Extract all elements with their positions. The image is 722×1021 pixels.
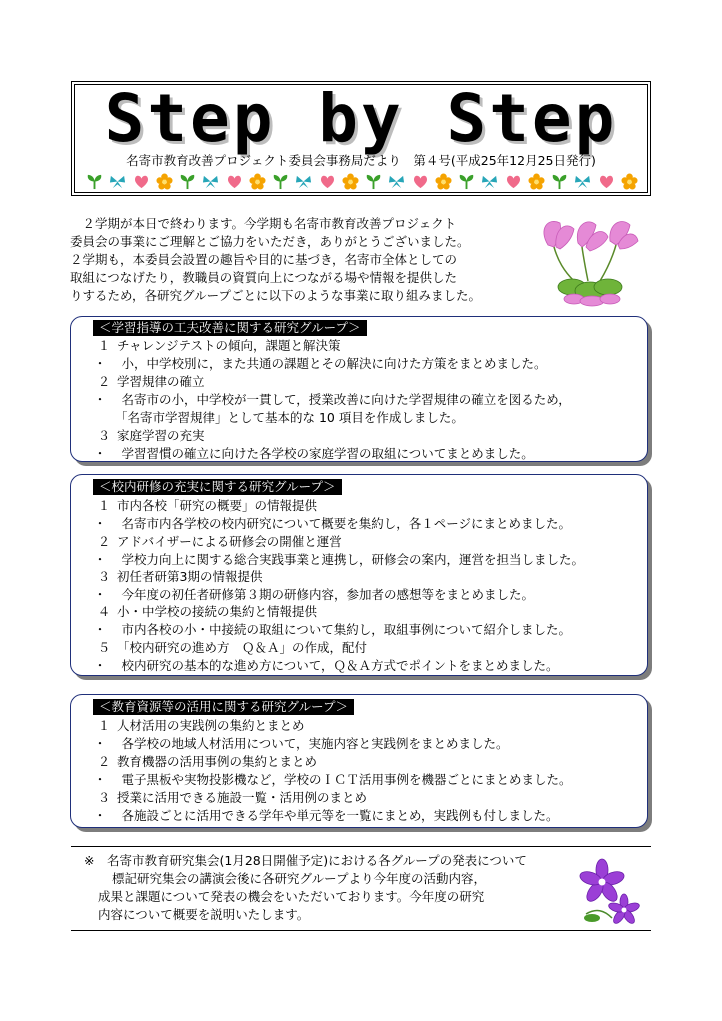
intro-line: ２学期も，本委員会設置の趣旨や目的に基づき，名寄市全体としての [70,252,458,267]
butterfly-icon [388,173,405,194]
butterfly-icon [295,173,312,194]
cyclamen-illustration [534,215,642,307]
item-detail: ・ 市内各校の小・中接続の取組について集約し，取組事例について紹介しました。 [93,622,572,637]
item-title: ２ アドバイザーによる研修会の開催と運営 [97,534,342,549]
flower-icon [621,173,638,194]
intro-line: 取組につなげたり，教職員の資質向上につながる場や情報を提供した [70,270,458,285]
item-detail: ・ 各学校の地域人材活用について，実施内容と実践例をまとめました。 [93,736,509,751]
item-detail: ・ 学習習慣の確立に向けた各学校の家庭学習の取組についてまとめました。 [93,446,534,461]
note-line: 成果と課題について発表の機会をいただいております。今年度の研究 [98,889,485,904]
flower-icon [156,173,173,194]
section-school-training [70,474,648,676]
heart-icon [133,173,150,194]
sprout-icon [458,173,475,194]
intro-line: りするため，各研究グループごとに以下のような事業に取り組みました。 [70,288,482,303]
intro-line: ２学期が本日で終わります。今学期も名寄市教育改善プロジェクト [70,216,457,231]
item-title: １ 市内各校「研究の概要」の情報提供 [97,498,318,513]
section-heading: ＜学習指導の工夫改善に関する研究グループ＞ [93,320,367,336]
masthead-subtitle: 名寄市教育改善プロジェクト委員会事務局だより 第４号(平成25年12月25日発行) [126,153,596,168]
heart-icon [412,173,429,194]
flower-icon [342,173,359,194]
heart-icon [598,173,615,194]
item-title: ２ 学習規律の確立 [97,374,205,389]
sprout-icon [86,173,103,194]
butterfly-icon [109,173,126,194]
butterfly-icon [481,173,498,194]
item-title: １ チャレンジテストの傾向，課題と解決策 [97,338,341,353]
note-line: 標記研究集会の講演会後に各研究グループより今年度の活動内容， [112,871,487,886]
heart-icon [505,173,522,194]
sprout-icon [365,173,382,194]
heart-icon [226,173,243,194]
item-detail: ・ 名寄市の小，中学校が一貫して，授業改善に向けた学習規律の確立を図るため， [93,392,571,407]
note-line: ※ 名寄市教育研究集会(1月28日開催予定)における各グループの発表について [84,853,527,868]
item-detail: 「名寄市学習規律」として基本的な 10 項目を作成しました。 [115,410,464,425]
note-mark: ※ [84,853,95,868]
sprout-icon [551,173,568,194]
section-educational-resources [70,694,648,828]
flower-icon [435,173,452,194]
item-title: １ 人材活用の実践例の集約とまとめ [97,718,305,733]
section-heading: ＜教育資源等の活用に関する研究グループ＞ [93,699,354,715]
heart-icon [319,173,336,194]
item-detail: ・ 学校力向上に関する総合実践事業と連携し，研修会の案内，運営を担当しました。 [93,552,585,567]
item-title: ５ 「校内研究の進め方 Ｑ＆Ａ」の作成，配付 [97,640,368,655]
item-detail: ・ 校内研究の基本的な進め方について，Ｑ＆Ａ方式でポイントをまとめました。 [93,658,559,673]
item-title: ４ 小・中学校の接続の集約と情報提供 [97,604,318,619]
item-title: ２ 教育機器の活用事例の集約とまとめ [97,754,318,769]
masthead-title: Step by Step [104,80,618,157]
item-detail: ・ 今年度の初任者研修第３期の研修内容，参加者の感想等をまとめました。 [93,587,535,602]
section-heading: ＜校内研修の充実に関する研究グループ＞ [93,479,342,495]
butterfly-icon [574,173,591,194]
intro-line: 委員会の事業にご理解とご協力をいただき，ありがとうございました。 [70,234,470,249]
masthead [71,81,651,196]
item-detail: ・ 名寄市内各学校の校内研究について概要を集約し，各１ページにまとめました。 [93,516,572,531]
violet-flower-illustration [578,858,644,928]
divider [71,930,651,931]
item-detail: ・ 小，中学校別に，また共通の課題とその解決に向けた方策をまとめました。 [93,356,547,371]
flower-icon [528,173,545,194]
divider [71,846,651,847]
item-detail: ・ 各施設ごとに活用できる学年や単元等を一覧にまとめ，実践例も付しました。 [93,808,559,823]
item-detail: ・ 電子黒板や実物投影機など，学校のＩＣＴ活用事例を機器ごとにまとめました。 [93,772,572,787]
item-title: ３ 家庭学習の充実 [97,428,205,443]
item-title: ３ 授業に活用できる施設一覧・活用例のまとめ [97,790,368,805]
sprout-icon [272,173,289,194]
flower-icon [249,173,266,194]
note-line: 内容について概要を説明いたします。 [98,907,310,922]
ornament-row [86,174,638,192]
sprout-icon [179,173,196,194]
item-title: ３ 初任者研第3期の情報提供 [97,569,263,584]
section-learning-guidance [70,316,648,462]
butterfly-icon [202,173,219,194]
